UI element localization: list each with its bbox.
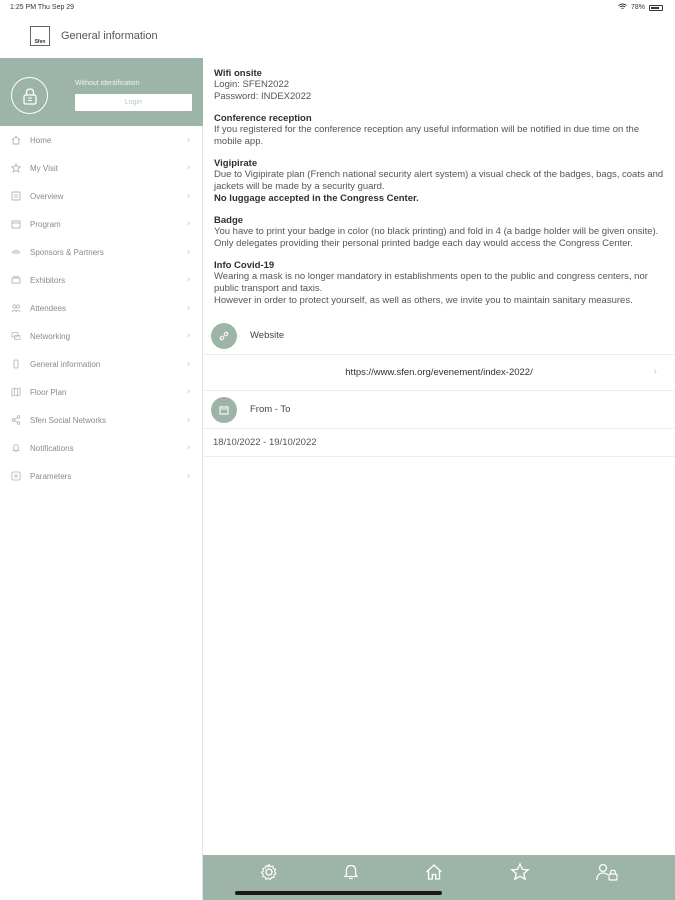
bell-icon (341, 862, 361, 887)
status-bar (0, 0, 675, 16)
sidebar-item-label: Exhibitors (30, 275, 66, 285)
chevron-right-icon: › (187, 358, 190, 368)
sidebar-item-parameters[interactable] (0, 462, 202, 490)
reception-section (214, 113, 665, 148)
sidebar-item-home[interactable] (0, 126, 202, 154)
star-icon (11, 163, 21, 173)
covid-text-advice: However in order to protect yourself, as well as others, we invite you to maintain sanitary measures. (214, 295, 633, 306)
tab-profile[interactable] (595, 862, 619, 886)
vigipirate-title: Vigipirate (214, 158, 258, 169)
sidebar-item-exhibitors[interactable] (0, 266, 202, 294)
website-link[interactable] (203, 355, 675, 391)
website-label: Website (250, 330, 285, 341)
vigipirate-section (214, 158, 665, 205)
sidebar-item-label: Sfen Social Networks (30, 415, 107, 425)
chevron-right-icon: › (187, 218, 190, 228)
sidebar-item-label: General information (30, 359, 101, 369)
star-icon (510, 862, 530, 887)
tab-notifications[interactable] (339, 862, 363, 886)
dates-value: 18/10/2022 - 19/10/2022 (213, 437, 317, 448)
profile-panel (0, 58, 203, 126)
calendar-icon (211, 397, 237, 423)
sidebar-item-program[interactable] (0, 210, 202, 238)
exhibitors-icon (11, 275, 21, 285)
covid-text: Wearing a mask is no longer mandatory in establishments open to the public and congress centers, nor public transport and taxis. (214, 271, 648, 294)
sfen-logo: Sfen (30, 26, 50, 46)
app-header (0, 16, 675, 58)
sidebar-item-my-visit[interactable] (0, 154, 202, 182)
wifi-password: Password: INDEX2022 (214, 91, 312, 102)
sidebar-item-overview[interactable] (0, 182, 202, 210)
battery-percent: 78% (630, 4, 645, 11)
chevron-right-icon: › (187, 330, 190, 340)
chevron-right-icon: › (187, 470, 190, 480)
dates-value-row (203, 429, 675, 457)
badge-title: Badge (214, 215, 244, 226)
main-content (203, 58, 675, 855)
dates-header (203, 391, 675, 429)
wifi-title: Wifi onsite (214, 68, 262, 79)
bell-icon (11, 443, 21, 453)
chevron-right-icon: › (653, 366, 657, 377)
lock-icon[interactable] (11, 77, 48, 114)
sidebar-item-label: Notifications (30, 443, 74, 453)
map-icon (11, 387, 21, 397)
sponsors-icon (11, 247, 21, 257)
chevron-right-icon: › (187, 162, 190, 172)
sidebar-item-label: Parameters (30, 471, 72, 481)
reception-text: If you registered for the conference reception any useful information will be notified in due time on the mobile app. (214, 124, 640, 147)
tab-settings[interactable] (257, 862, 281, 886)
wifi-icon (618, 3, 627, 12)
home-icon (424, 862, 444, 887)
vigipirate-warning: No luggage accepted in the Congress Center. (214, 193, 419, 204)
chevron-right-icon: › (187, 190, 190, 200)
page-title: General information (61, 30, 158, 42)
sidebar-item-sponsors[interactable] (0, 238, 202, 266)
sidebar-item-label: Networking (30, 331, 71, 341)
sidebar-item-label: My Visit (30, 163, 58, 173)
info-icon (11, 359, 21, 369)
website-header (203, 317, 675, 355)
status-time: 1:25 PM Thu Sep 29 (10, 4, 75, 11)
settings-icon (11, 471, 21, 481)
chevron-right-icon: › (187, 134, 190, 144)
sidebar-item-general-information[interactable] (0, 350, 202, 378)
chevron-right-icon: › (187, 302, 190, 312)
covid-section (214, 260, 665, 307)
sidebar-item-label: Attendees (30, 303, 67, 313)
wifi-section (214, 68, 665, 103)
login-button[interactable]: Login (75, 94, 192, 111)
badge-text: You have to print your badge in color (no black printing) and fold in 4 (a badge holder will be given onsite). Only delegates providing their personal printed badge each day would access the Congress Center. (214, 226, 659, 249)
website-url[interactable]: https://www.sfen.org/evenement/index-2022/ (345, 367, 533, 378)
link-icon (211, 323, 237, 349)
profile-lock-icon (595, 862, 619, 887)
networking-icon (11, 331, 21, 341)
vigipirate-text: Due to Vigipirate plan (French national security alert system) a visual check of the badges, bags, coats and jackets will be made by a security guard. (214, 169, 664, 192)
calendar-icon (11, 219, 21, 229)
home-indicator[interactable] (235, 891, 442, 895)
attendees-icon (11, 303, 21, 313)
badge-section (214, 215, 665, 250)
overview-icon (11, 191, 21, 201)
sidebar-item-label: Program (30, 219, 61, 229)
sidebar (0, 58, 203, 900)
share-icon (11, 415, 21, 425)
sidebar-item-social-networks[interactable] (0, 406, 202, 434)
sidebar-item-networking[interactable] (0, 322, 202, 350)
chevron-right-icon: › (187, 274, 190, 284)
battery-icon (649, 5, 663, 11)
info-text (203, 58, 675, 307)
covid-title: Info Covid-19 (214, 260, 275, 271)
sidebar-item-floor-plan[interactable] (0, 378, 202, 406)
sidebar-item-label: Overview (30, 191, 64, 201)
chevron-right-icon: › (187, 246, 190, 256)
chevron-right-icon: › (187, 414, 190, 424)
sidebar-item-label: Home (30, 135, 52, 145)
sidebar-item-notifications[interactable] (0, 434, 202, 462)
status-indicators (618, 3, 663, 12)
chevron-right-icon: › (187, 442, 190, 452)
home-icon (11, 135, 21, 145)
wifi-login: Login: SFEN2022 (214, 79, 289, 90)
sidebar-item-label: Floor Plan (30, 387, 67, 397)
tab-home[interactable] (422, 862, 446, 886)
chevron-right-icon: › (187, 386, 190, 396)
reception-title: Conference reception (214, 113, 312, 124)
sidebar-item-label: Sponsors & Partners (30, 247, 104, 257)
dates-label: From - To (250, 404, 291, 415)
sidebar-item-attendees[interactable] (0, 294, 202, 322)
tab-favorites[interactable] (508, 862, 532, 886)
profile-status: Without identification (75, 80, 140, 87)
settings-icon (259, 862, 279, 887)
sidebar-menu (0, 126, 202, 490)
